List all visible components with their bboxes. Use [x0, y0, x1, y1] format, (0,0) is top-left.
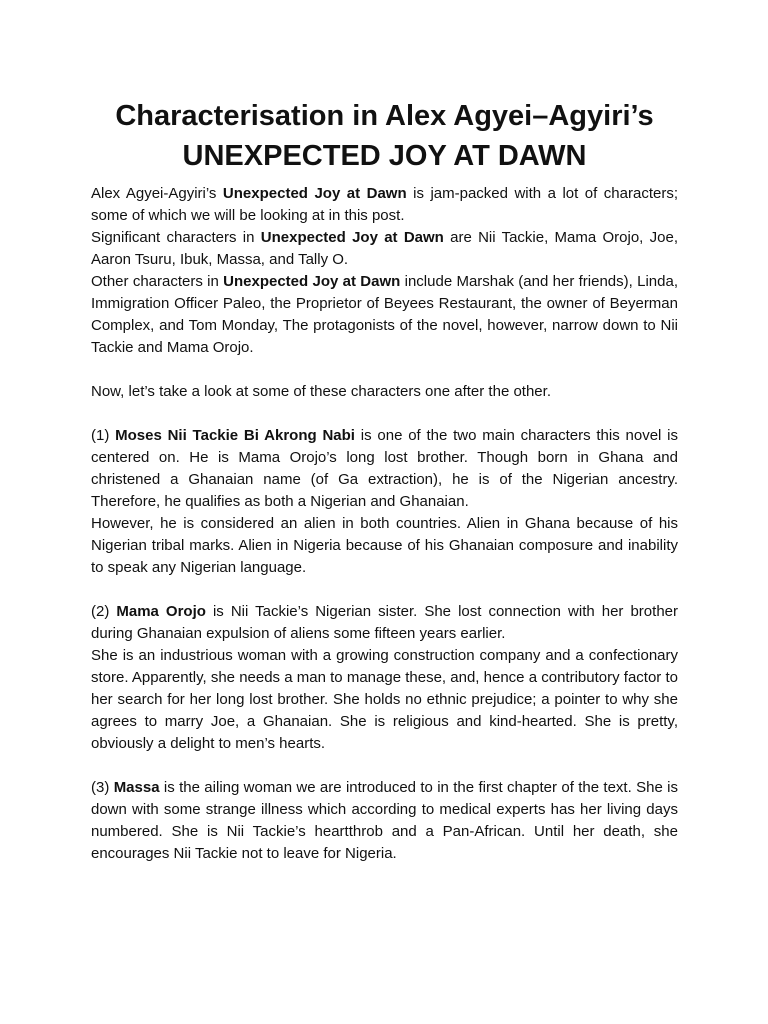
character-1-paragraph	[91, 425, 678, 513]
intro-p2-book-title: Unexpected Joy at Dawn	[260, 229, 444, 246]
character-2-paragraph	[91, 601, 678, 645]
intro-p1-text-a: Alex Agyei-Agyiri’s	[91, 185, 223, 202]
character-3-name: Massa	[113, 779, 160, 796]
intro-paragraph-3	[91, 271, 678, 359]
intro-p2-text-a: Significant characters in	[91, 229, 261, 246]
page-title	[91, 96, 678, 176]
intro-p3-book-title: Unexpected Joy at Dawn	[223, 273, 401, 290]
title-line-2: UNEXPECTED JOY AT DAWN	[182, 140, 587, 172]
intro-paragraph-1	[91, 183, 678, 227]
character-1-description: is one of the two main characters this novel is centered on. He is Mama Orojo’s long lost brother. Though born in Ghana and christened a Ghanaian name (of Ga extraction), he is of the Nigerian ancestry. Therefore, he qualifies as both a Nigerian and Ghanaian.	[91, 427, 679, 510]
character-1-name: Moses Nii Tackie Bi Akrong Nabi	[115, 427, 355, 444]
character-3-description: is the ailing woman we are introduced to in the first chapter of the text. She is down with some strange illness which according to medical experts has her living days numbered. She is Nii Tackie’s heartthrob and a Pan-African. Until her death, she encourages Nii Tackie not to leave for Nigeria.	[91, 779, 678, 862]
character-2-number: (2)	[91, 603, 117, 620]
spacer	[91, 403, 678, 425]
character-2-paragraph-2: She is an industrious woman with a growing construction company and a confectionary store. Apparently, she needs a man to manage these, and, hence a contributory factor to her search for her long lost brother. She holds no ethnic prejudice; a pointer to why she agrees to marry Joe, a Ghanaian. She is religious and kind-hearted. She is pretty, obviously a delight to men’s hearts.	[91, 647, 678, 752]
character-3-paragraph	[91, 777, 678, 865]
character-1-paragraph-2: However, he is considered an alien in both countries. Alien in Ghana because of his Nigerian tribal marks. Alien in Nigeria because of his Ghanaian composure and inability to speak any Nigerian language.	[91, 515, 678, 576]
title-line-1: Characterisation in Alex Agyei–Agyiri’s	[115, 100, 654, 132]
character-3-number: (3)	[91, 779, 114, 796]
intro-paragraph-2	[91, 227, 678, 271]
intro-p1-book-title: Unexpected Joy at Dawn	[222, 185, 407, 202]
intro-p3-text-b: include Marshak (and her friends), Linda, Immigration Officer Paleo, the Proprietor of Beyees Restaurant, the owner of Beyerman Complex, and Tom Monday, The protagonists of the novel, however, narrow down to Nii Tackie and Mama Orojo.	[91, 273, 678, 356]
spacer	[91, 579, 678, 601]
intro-p2-text-b: are Nii Tackie, Mama Orojo, Joe, Aaron Tsuru, Ibuk, Massa, and Tally O.	[91, 229, 678, 268]
intro-p1-text-b: is jam-packed with a lot of characters; some of which we will be looking at in this post.	[91, 185, 678, 224]
character-1-number: (1)	[91, 427, 116, 444]
intro-p3-text-a: Other characters in	[91, 273, 224, 290]
transition-paragraph: Now, let’s take a look at some of these characters one after the other.	[91, 383, 551, 400]
spacer	[91, 359, 678, 381]
spacer	[91, 755, 678, 777]
character-2-description: is Nii Tackie’s Nigerian sister. She lost connection with her brother during Ghanaian expulsion of aliens some fifteen years earlier.	[91, 603, 678, 642]
character-2-name: Mama Orojo	[116, 603, 206, 620]
